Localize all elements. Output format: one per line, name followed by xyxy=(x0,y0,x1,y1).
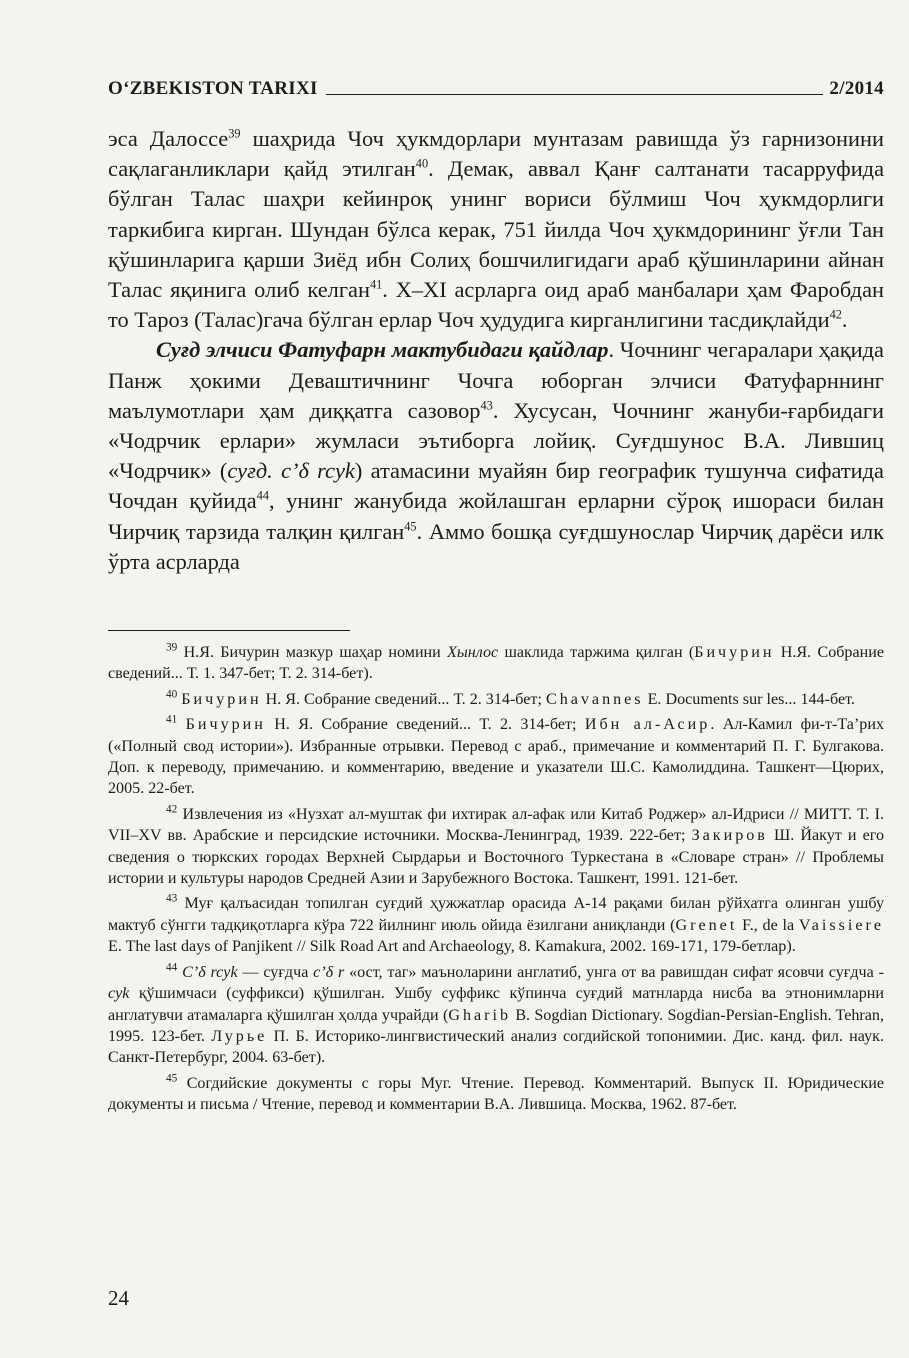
italic-term: -cyk xyxy=(108,963,884,1003)
footnote-number: 43 xyxy=(166,893,178,906)
text-run: , унинг жанубида жойлашган ерларни сўроқ ишораси билан Чирчиқ тарзида талқин қилган xyxy=(108,488,884,544)
footnote-ref[interactable]: 40 xyxy=(415,156,429,171)
italic-term: c’δ r xyxy=(313,963,345,981)
author-name: Лурье xyxy=(211,1027,268,1045)
footnote-number: 40 xyxy=(166,688,178,701)
text-run: шаҳрида Чоч ҳукмдорлари мунтазам равишда ўз гарнизонини сақлаганликлари қайд этилган xyxy=(108,126,884,182)
footnote-40 xyxy=(108,689,884,710)
text-run: Н.Я. Собрание сведений... Т. 1. 347-бет; Т. 2. 314-бет). xyxy=(108,644,884,683)
text-run: F., de la xyxy=(737,916,799,934)
header-rule xyxy=(326,94,824,95)
text-run: . Ал-Камил фи-т-Та’рих («Полный свод истории»). Избранные отрывки. Перевод с араб., примечание и комментарий П. Г. Булгакова. Доп. к переводу, примечанию. и комментарию, введение и указатели Ш.С. Камолиддина. Ташкент—Цюрих, 2005. 22-бет. xyxy=(108,716,885,798)
text-run: эса Далоссе xyxy=(108,126,229,151)
issue-number: 2/2014 xyxy=(829,78,884,99)
text-run: — суғдча xyxy=(237,963,314,981)
footnotes xyxy=(108,642,884,1120)
footnote-43 xyxy=(108,893,884,957)
footnote-ref[interactable]: 42 xyxy=(829,307,842,322)
italic-term: суғд. c’δ rcyk xyxy=(227,458,355,484)
paragraph-2 xyxy=(108,335,884,577)
footnote-number: 41 xyxy=(166,713,178,726)
footnote-ref[interactable]: 41 xyxy=(369,277,383,292)
footnote-ref[interactable]: 39 xyxy=(228,126,241,141)
text-run: E. Documents sur les... 144-бет. xyxy=(643,690,855,708)
page-number: 24 xyxy=(108,1286,129,1310)
text-run: Ш. Йакут и его сведения о тюркских городах Верхней Сырдарьи и Восточного Туркестана в «Словаре стран» // Проблемы истории и культуры народов Средней Азии и Зарубежного Востока. Ташкент, 1991. 121-бет. xyxy=(108,827,884,888)
author-name: Grenet xyxy=(675,916,738,934)
author-name: Vaissiere xyxy=(798,916,884,934)
text-run: E. The last days of Panjikent // Silk Road Art and Archaeology, 8. Kamakura, 2002. 169-171, 179-бетлар). xyxy=(108,938,796,956)
journal-title: O‘ZBEKISTON TARIXI xyxy=(108,78,318,99)
italic-term: Хынлос xyxy=(447,644,499,661)
text-run: Н. Я. Собрание сведений... Т. 2. 314-бет; xyxy=(265,716,585,734)
italic-term: C’δ rcyk xyxy=(182,963,238,981)
author-name: Закиров xyxy=(691,827,768,845)
text-run: Муғ қалъасидан топилган суғдий ҳужжатлар орасида А-14 рақами билан рўйхатга олинган ушбу мактуб сўнгги тадқиқотларга кўра 722 йилнинг июль ойида ёзилгани аниқланди ( xyxy=(108,895,885,934)
text-run: . xyxy=(841,307,848,333)
footnote-separator xyxy=(108,630,350,631)
body-text xyxy=(108,124,884,577)
footnote-number: 42 xyxy=(166,803,178,816)
text-run: П. Б. Историко-лингвистический анализ согдийской топонимии. Дис. канд. фил. наук. Санкт-Петербург, 2004. 63-бет). xyxy=(108,1027,885,1067)
footnote-44 xyxy=(108,962,884,1069)
paragraph-1 xyxy=(108,124,884,335)
text-run: . Аммо бошқа суғдшунослар Чирчиқ дарёси илк ўрта асрларда xyxy=(108,518,885,574)
text-run: Н. Я. Собрание сведений... Т. 2. 314-бет; xyxy=(261,690,546,708)
author-name: Бичурин xyxy=(185,716,266,734)
footnote-ref[interactable]: 45 xyxy=(404,519,417,534)
text-run: . Демак, аввал Қанғ салтанати тасарруфида бўлган Талас шаҳри кейинроқ унинг вориси бўлмиш Чоч ҳукмдорлиги таркибига кирган. Шундан бўлса керак, 751 йилда Чоч ҳукмдорининг ўғли Тан қўшинларига қарши Зиёд ибн Солиҳ бошчилигидаги араб қўшинларини айнан Талас яқинига олиб келган xyxy=(108,156,885,303)
text-run: қўшимчаси (суффикси) қўшилган. Ушбу суффикс кўпинча суғдий матнларда нисба ва этнонимларни англатувчи атамаларга қўшилган ҳолда учрайди ( xyxy=(108,985,884,1024)
footnote-ref[interactable]: 44 xyxy=(256,488,270,503)
footnote-number: 44 xyxy=(166,961,178,974)
footnote-45 xyxy=(108,1073,884,1116)
footnote-number: 39 xyxy=(166,641,178,654)
text-run: ) атамасини муайян бир географик тушунча сифатида Чочдан қуйида xyxy=(108,458,884,514)
author-name: Chavannes xyxy=(545,690,644,708)
text-run: Извлечения из «Нузхат ал-муштак фи ихтирак ал-афак или Китаб Роджер» ал-Идриси // МИТТ. Т. I. VII–XV вв. Арабские и персидские источники. Москва-Ленинград, 1939. 222-бет; xyxy=(108,805,884,845)
text-run: шаклида таржима қилган ( xyxy=(498,644,695,661)
text-run: . Хусусан, Чочнинг жануби-ғарбидаги «Чодрчик ерлари» жумласи эътиборга лойиқ. Суғдшунос В.А. Лившиц «Чодрчик» ( xyxy=(108,397,884,484)
page xyxy=(108,0,884,1358)
footnote-42 xyxy=(108,804,884,890)
text-run: Н.Я. Бичурин мазкур шаҳар номини xyxy=(183,644,448,661)
text-run: . Чочнинг чегаралари ҳақида Панж ҳокими Деваштичнинг Чочга юборган элчиси Фатуфарннинг маълумотлари ҳам диққатга сазовор xyxy=(108,337,884,423)
footnote-ref[interactable]: 43 xyxy=(480,398,493,413)
footnote-39 xyxy=(108,642,884,685)
footnote-number: 45 xyxy=(166,1072,178,1085)
text-run: B. Sogdian Dictionary. Sogdian-Persian-English. Tehran, 1995. 123-бет. xyxy=(108,1006,884,1045)
text-run: . X–XI асрларга оид араб манбалари ҳам Фаробдан то Тароз (Талас)гача бўлган ерлар Чоч ҳудудига кирганлигини тасдиқлайди xyxy=(108,277,884,333)
running-head xyxy=(108,70,884,100)
text-run: Согдийские документы с горы Муг. Чтение. Перевод. Комментарий. Выпуск II. Юридические документы и письма / Чтение, перевод и комментарии В.А. Лившица. Москва, 1962. 87-бет. xyxy=(108,1074,884,1114)
text-run: «ост, таг» маъноларини англатиб, унга от ва равишдан сифат ясовчи суғдча xyxy=(344,963,879,981)
author-name: Бичурин xyxy=(694,644,775,661)
author-name: Gharib xyxy=(448,1006,512,1024)
author-name: Ибн ал-Асир xyxy=(584,716,711,734)
footnote-41 xyxy=(108,714,884,800)
author-name: Бичурин xyxy=(181,690,262,708)
section-run-in-heading: Суғд элчиси Фатуфарн мактубидаги қайдлар xyxy=(156,337,609,363)
